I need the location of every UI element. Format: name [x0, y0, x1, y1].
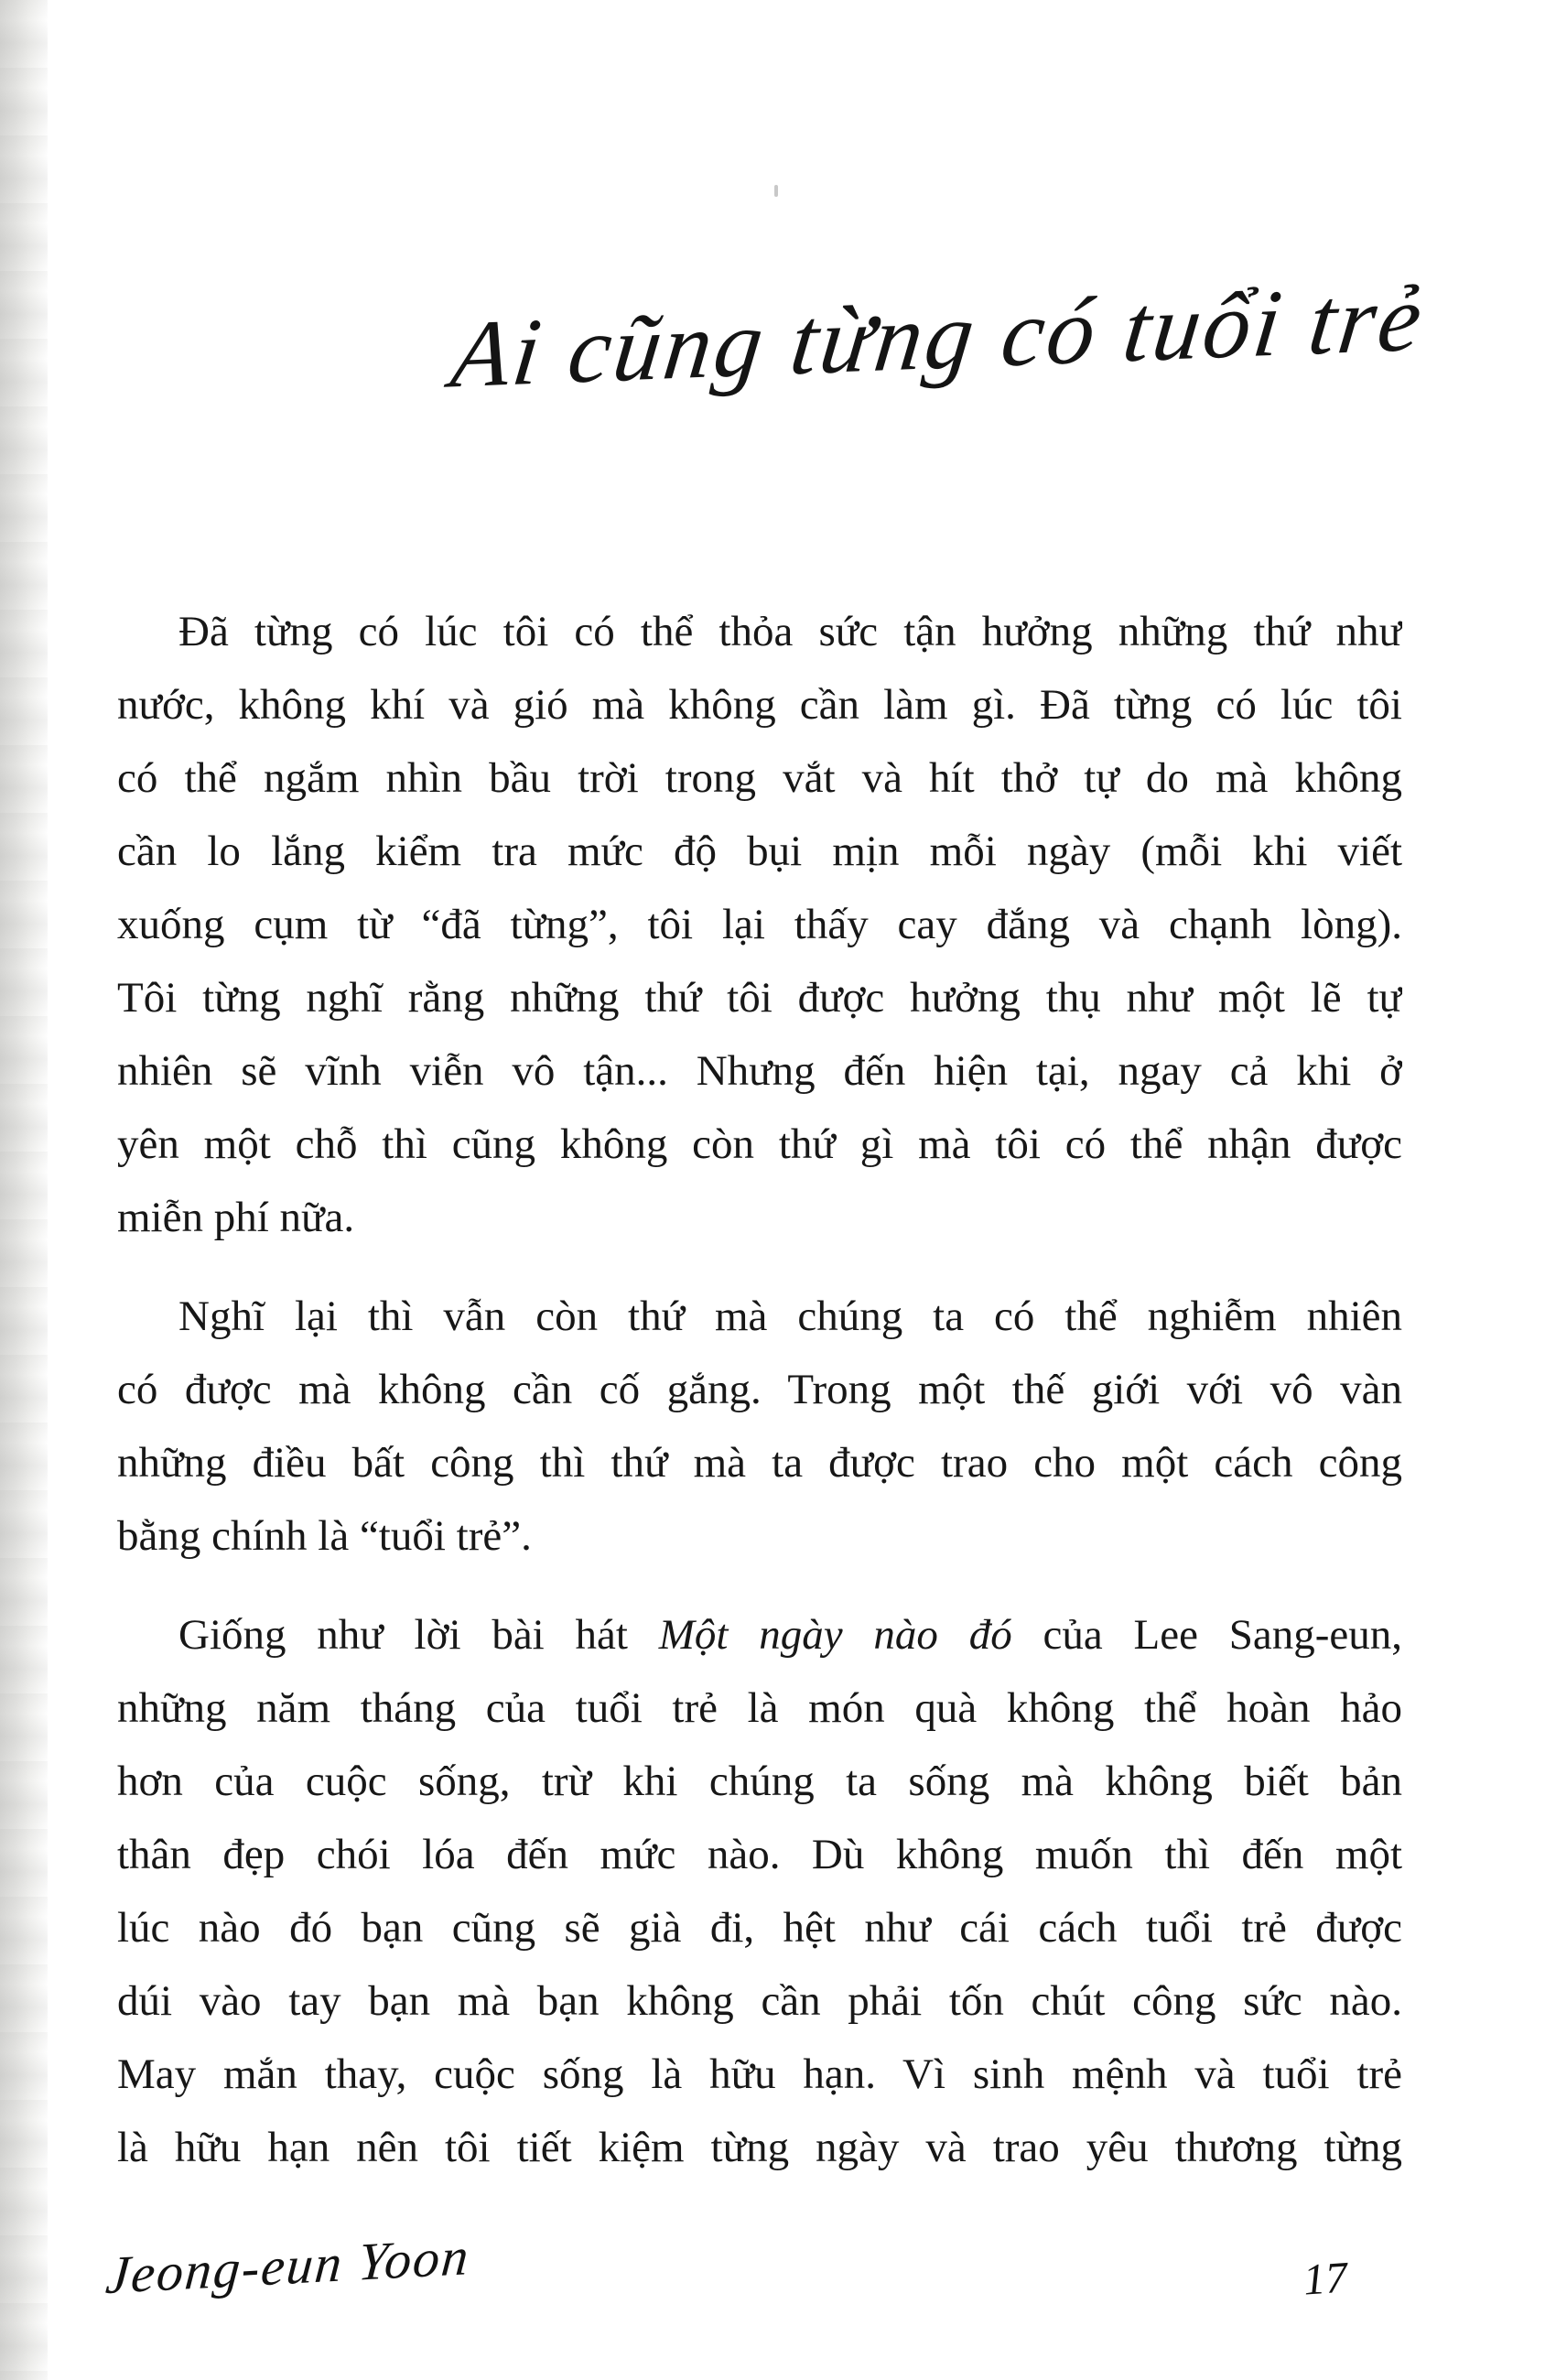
text-segment: Đã từng có lúc tôi có thể thỏa sức tận hưởng những thứ như	[178, 608, 1402, 655]
text-line	[117, 1671, 1402, 1745]
text-line	[117, 1280, 1402, 1353]
text-segment: có được mà không cần cố gắng. Trong một thế giới với vô vàn	[117, 1366, 1402, 1413]
italic-text-segment: Một ngày nào đó	[658, 1611, 1012, 1659]
text-segment: May mắn thay, cuộc sống là hữu hạn. Vì sinh mệnh và tuổi trẻ	[117, 2050, 1402, 2098]
text-line	[117, 1745, 1402, 1818]
text-segment: nước, không khí và gió mà không cần làm gì. Đã từng có lúc tôi	[117, 681, 1402, 729]
text-segment: yên một chỗ thì cũng không còn thứ gì mà tôi có thể nhận được	[117, 1120, 1402, 1168]
text-segment: miễn phí nữa.	[117, 1194, 355, 1241]
body-text	[117, 595, 1402, 2184]
text-segment: lúc nào đó bạn cũng sẽ già đi, hệt như cái cách tuổi trẻ được	[117, 1904, 1402, 1952]
text-segment: thân đẹp chói lóa đến mức nào. Dù không muốn thì đến một	[117, 1831, 1402, 1878]
text-line	[117, 1891, 1402, 1964]
text-line	[117, 1181, 1402, 1254]
text-line	[117, 1034, 1402, 1108]
page-number: 17	[1302, 2253, 1349, 2305]
text-segment: Tôi từng nghĩ rằng những thứ tôi được hưởng thụ như một lẽ tự	[117, 974, 1402, 1022]
text-line	[117, 595, 1402, 668]
chapter-title-script: Ai cũng từng có tuổi trẻ	[446, 265, 1431, 408]
text-segment: Giống như lời bài hát	[178, 1611, 659, 1659]
text-segment: những năm tháng của tuổi trẻ là món quà không thể hoàn hảo	[117, 1684, 1402, 1732]
text-line	[117, 888, 1402, 961]
text-line	[117, 1964, 1402, 2038]
text-segment: hơn của cuộc sống, trừ khi chúng ta sống mà không biết bản	[117, 1758, 1402, 1805]
text-line	[117, 741, 1402, 815]
paragraph	[117, 595, 1402, 1254]
text-segment: Nghĩ lại thì vẫn còn thứ mà chúng ta có thể nghiễm nhiên	[178, 1293, 1402, 1340]
paragraph	[117, 1280, 1402, 1573]
text-line	[117, 1598, 1402, 1671]
text-segment: có thể ngắm nhìn bầu trời trong vắt và hít thở tự do mà không	[117, 754, 1402, 802]
text-segment: nhiên sẽ vĩnh viễn vô tận... Nhưng đến hiện tại, ngay cả khi ở	[117, 1047, 1402, 1095]
paragraph	[117, 1598, 1402, 2184]
text-line	[117, 1499, 1402, 1573]
text-segment: của Lee Sang-eun,	[1011, 1611, 1402, 1659]
footer-author-signature: Jeong-eun Yoon	[103, 2225, 473, 2306]
text-line	[117, 2038, 1402, 2111]
text-segment: dúi vào tay bạn mà bạn không cần phải tốn chút công sức nào.	[117, 1977, 1402, 2025]
text-segment: bằng chính là “tuổi trẻ”.	[117, 1512, 532, 1560]
page-edge-shadow	[0, 0, 48, 2380]
text-line	[117, 1818, 1402, 1891]
text-line	[117, 2111, 1402, 2184]
text-line	[117, 1353, 1402, 1426]
text-segment: những điều bất công thì thứ mà ta được trao cho một cách công	[117, 1439, 1402, 1487]
text-segment: xuống cụm từ “đã từng”, tôi lại thấy cay đắng và chạnh lòng).	[117, 901, 1402, 948]
text-segment: cần lo lắng kiểm tra mức độ bụi mịn mỗi ngày (mỗi khi viết	[117, 828, 1402, 875]
text-line	[117, 1108, 1402, 1181]
text-line	[117, 961, 1402, 1034]
scan-speck	[774, 185, 778, 197]
text-segment: là hữu hạn nên tôi tiết kiệm từng ngày và trao yêu thương từng	[117, 2124, 1402, 2171]
text-line	[117, 668, 1402, 741]
text-line	[117, 1426, 1402, 1499]
text-line	[117, 815, 1402, 888]
